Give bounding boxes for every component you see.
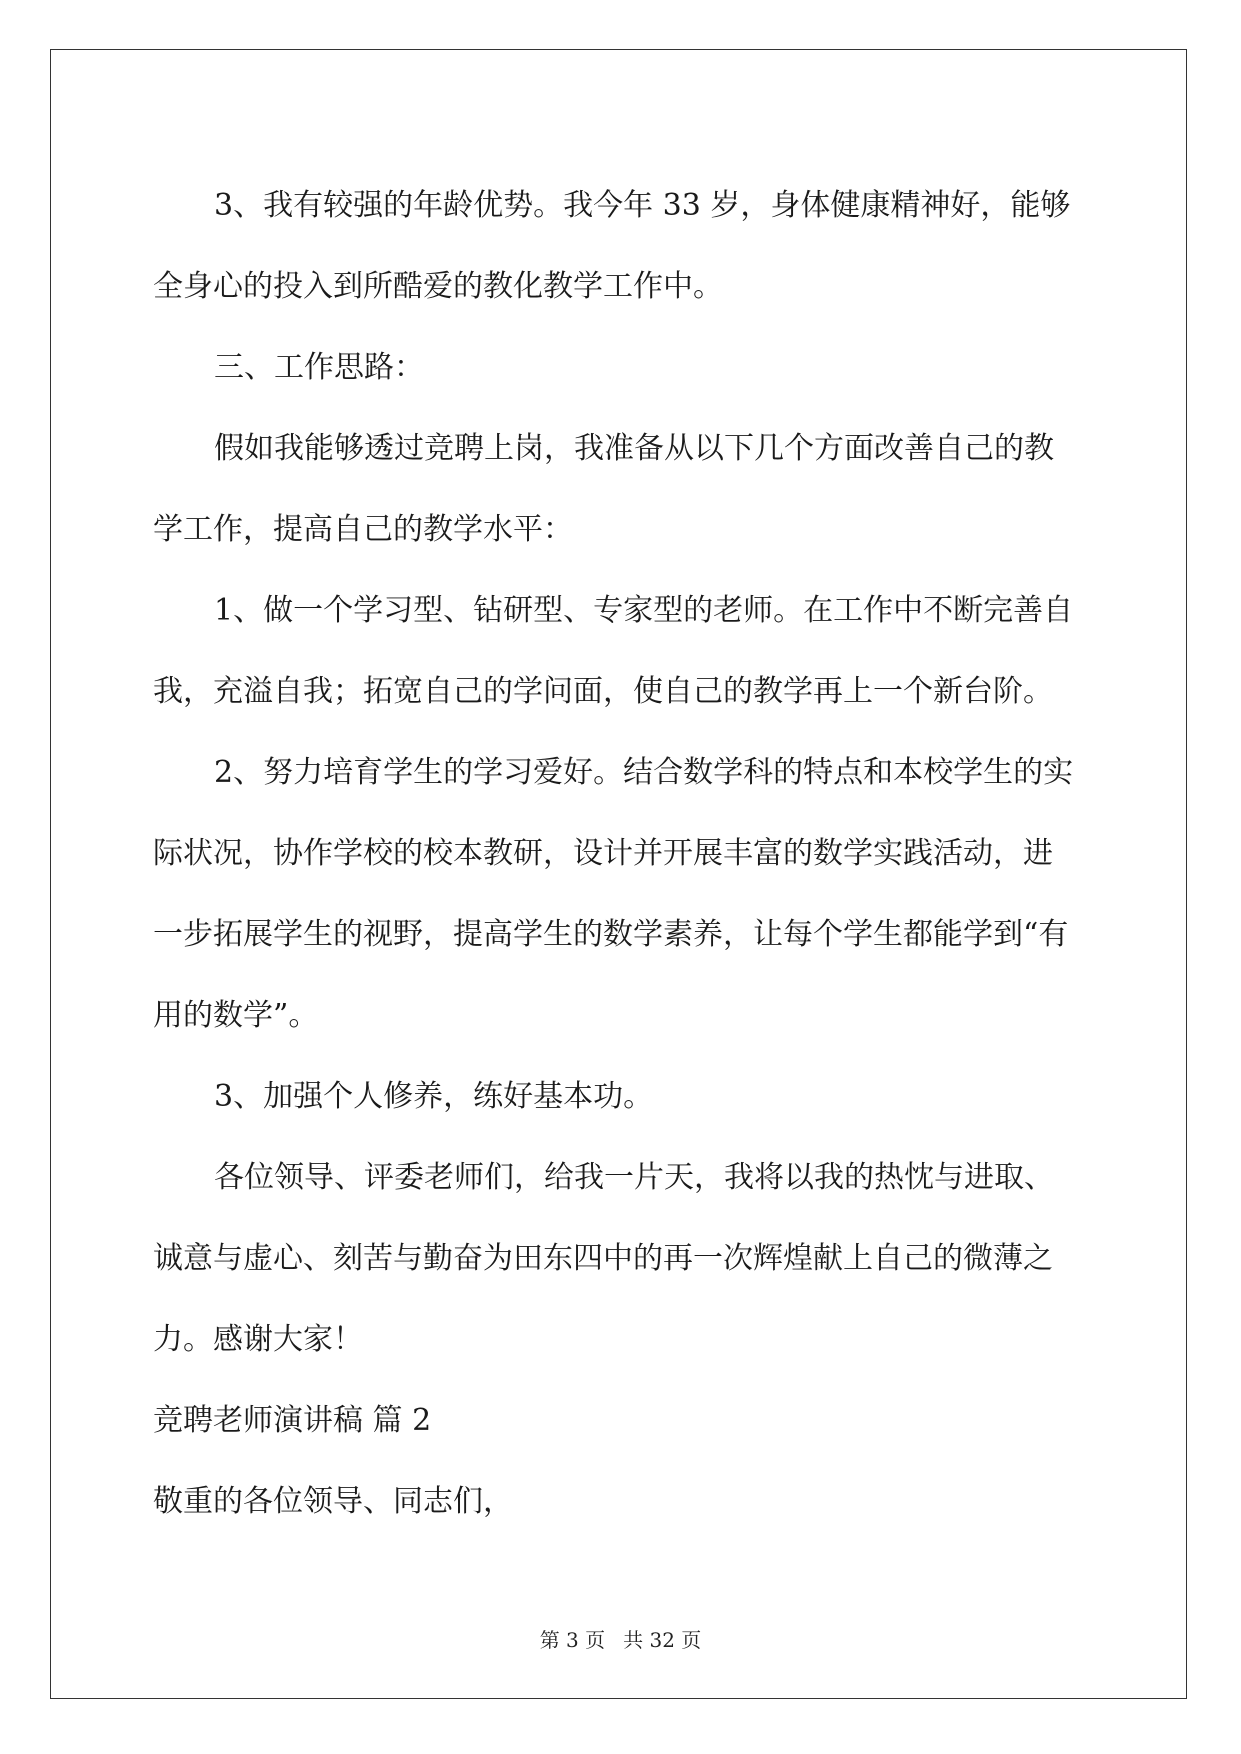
page-total: 共 32 页 <box>623 1628 702 1652</box>
text-line: 1、做一个学习型、钻研型、专家型的老师。在工作中不断完善自 <box>214 593 1074 628</box>
text-line: 三、工作思路： <box>214 350 424 385</box>
text-line: 我，充溢自我；拓宽自己的学问面，使自己的教学再上一个新台阶。 <box>153 674 1053 709</box>
text-line: 学工作，提高自己的教学水平： <box>153 512 573 547</box>
paragraph-plan-intro <box>153 408 1088 570</box>
page-footer <box>0 1624 1241 1653</box>
page-number: 第 3 页 <box>539 1628 606 1652</box>
paragraph-plan-2 <box>153 732 1088 1056</box>
paragraph-plan-3 <box>153 1056 1088 1137</box>
text-line: 际状况，协作学校的校本教研，设计并开展丰富的数学实践活动，进 <box>153 836 1053 871</box>
paragraph-plan-1 <box>153 570 1088 732</box>
text-line: 一步拓展学生的视野，提高学生的数学素养，让每个学生都能学到“有 <box>153 917 1069 952</box>
text-line: 用的数学”。 <box>153 998 319 1033</box>
section-title: 竞聘老师演讲稿 篇 2 <box>153 1403 432 1438</box>
text-line: 2、努力培育学生的学习爱好。结合数学科的特点和本校学生的实 <box>214 755 1074 790</box>
text-line: 假如我能够透过竞聘上岗，我准备从以下几个方面改善自己的教 <box>214 431 1054 466</box>
paragraph-age-advantage <box>153 165 1088 327</box>
text-line: 诚意与虚心、刻苦与勤奋为田东四中的再一次辉煌献上自己的微薄之 <box>153 1241 1053 1276</box>
text-line: 各位领导、评委老师们，给我一片天，我将以我的热忱与进取、 <box>214 1160 1054 1195</box>
paragraph-closing <box>153 1137 1088 1380</box>
section-heading-work-ideas <box>153 327 1088 408</box>
text-line: 全身心的投入到所酷爱的教化教学工作中。 <box>153 269 723 304</box>
document-body <box>153 165 1088 1542</box>
text-line: 3、加强个人修养，练好基本功。 <box>214 1079 654 1114</box>
text-line: 力。感谢大家！ <box>153 1322 363 1357</box>
text-line: 3、我有较强的年龄优势。我今年 33 岁，身体健康精神好，能够 <box>214 188 1071 223</box>
salutation: 敬重的各位领导、同志们， <box>153 1484 513 1519</box>
